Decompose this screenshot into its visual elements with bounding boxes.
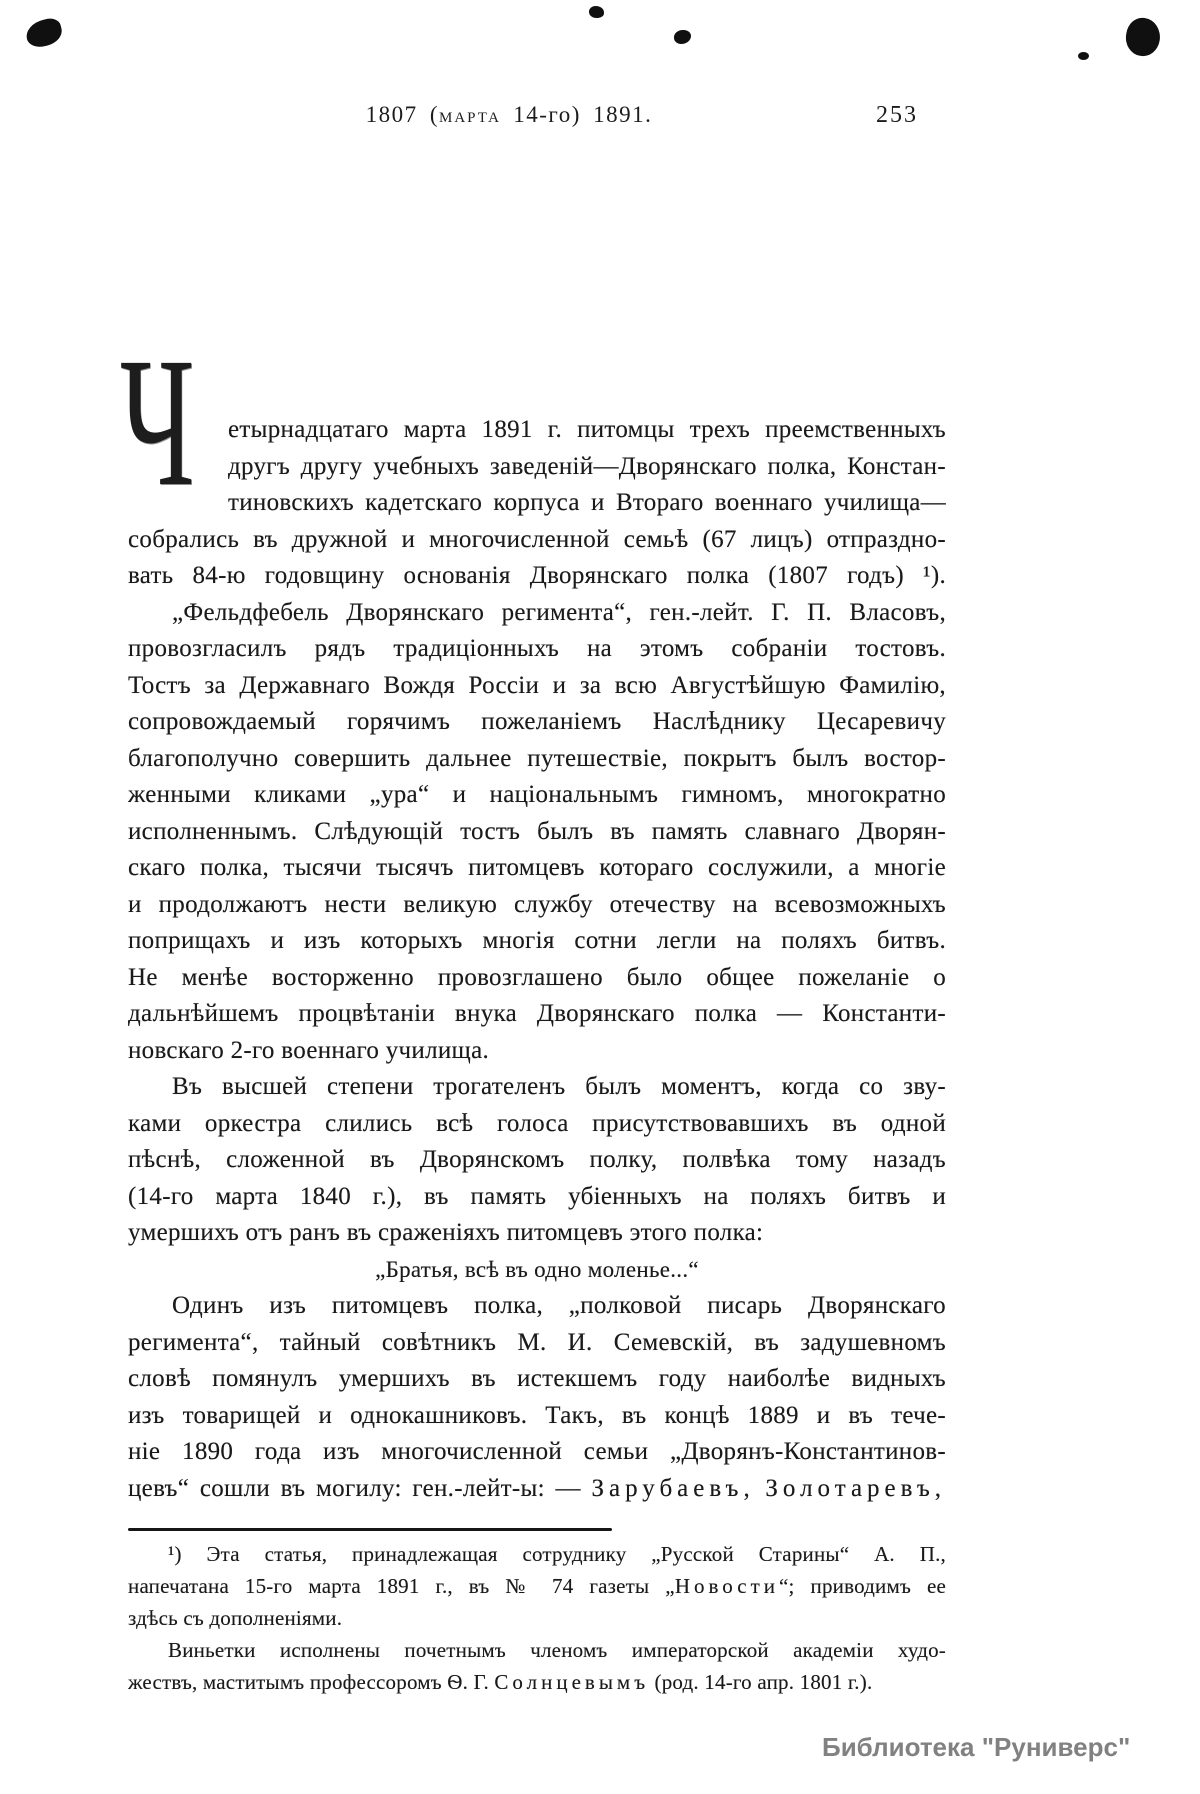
- text-line: [128, 1361, 946, 1398]
- text-segment: Не менѣе восторженно провозглашено было общее пожеланіе о: [128, 963, 946, 991]
- text-line: [128, 412, 946, 449]
- ink-blot: [23, 16, 64, 50]
- letterspaced-name: Зарубаевъ,: [591, 1474, 755, 1502]
- text-line: [128, 1106, 946, 1143]
- text-line: [128, 1634, 946, 1666]
- text-line: [128, 923, 946, 960]
- text-segment: здѣсь съ дополненіями.: [128, 1606, 343, 1630]
- drop-cap-initial: Ч: [120, 320, 195, 525]
- text-line: [128, 1538, 946, 1570]
- text-segment: новскаго 2-го военнаго училища.: [128, 1036, 490, 1064]
- body-text: [128, 412, 946, 1507]
- text-segment: благополучно совершить дальнее путешествіе, покрытъ былъ востор-: [128, 744, 946, 772]
- text-segment: Виньетки исполнены почетнымъ членомъ императорской академіи худо-: [168, 1638, 946, 1662]
- ink-blot: [1123, 16, 1163, 59]
- text-segment: регимента“, тайный совѣтникъ М. И. Семевскій, въ задушевномъ: [128, 1328, 946, 1356]
- text-line: [128, 887, 946, 924]
- text-line: [128, 850, 946, 887]
- text-segment: жествъ, маститымъ профессоромъ Ѳ. Г.: [128, 1670, 495, 1694]
- text-line: [128, 558, 946, 595]
- text-segment: собрались въ дружной и многочисленной семьѣ (67 лицъ) отпраздно-: [128, 525, 946, 553]
- text-segment: пѣснѣ, сложенной въ Дворянскомъ полку, полвѣка тому назадъ: [128, 1146, 946, 1173]
- library-watermark: Библиотека "Руниверс": [822, 1732, 1131, 1762]
- text-segment: вать 84-ю годовщину основанія Дворянскаго полка (1807 годъ) ¹).: [128, 562, 946, 589]
- text-line: [128, 1471, 946, 1508]
- text-segment: ніе 1890 года изъ многочисленной семьи „Дворянъ-Константинов-: [128, 1438, 946, 1465]
- letterspaced-name: Золотаревъ,: [765, 1474, 946, 1502]
- text-segment: тиновскихъ кадетскаго корпуса и Втораго военнаго училища—: [228, 489, 946, 516]
- letterspaced-name: Новости: [674, 1574, 780, 1598]
- ink-blot: [1078, 52, 1089, 60]
- running-head-segment: 14-го) 1891.: [500, 102, 653, 127]
- text-line: [128, 996, 946, 1033]
- letterspaced-name: Солнцевымъ: [494, 1670, 650, 1694]
- text-segment: женными кликами „ура“ и національнымъ гимномъ, многократно: [128, 781, 946, 808]
- text-line: [128, 704, 946, 741]
- running-head: [128, 102, 890, 128]
- text-line: [128, 1398, 946, 1435]
- text-segment: другъ другу учебныхъ заведеній—Дворянскаго полка, Констан-: [228, 452, 946, 480]
- text-segment: Одинъ изъ питомцевъ полка, „полковой писарь Дворянскаго: [172, 1292, 946, 1319]
- text-segment: умершихъ отъ ранъ въ сраженіяхъ питомцевъ этого полка:: [128, 1219, 764, 1246]
- footnote-separator: [128, 1528, 612, 1531]
- running-head-segment: 1807 (: [365, 102, 440, 127]
- text-line: [128, 1602, 946, 1634]
- text-line: [128, 595, 946, 632]
- text-segment: и продолжаютъ нести великую службу отечеству на всевозможныхъ: [128, 890, 946, 918]
- text-line: [128, 741, 946, 778]
- text-segment: цевъ“ сошли въ могилу: ген.-лейт-ы: —: [128, 1474, 592, 1502]
- text-line: [128, 1252, 946, 1289]
- text-line: [128, 814, 946, 851]
- text-line: [128, 485, 946, 522]
- text-segment: (род. 14-го апр. 1801 г.).: [649, 1670, 873, 1694]
- page-number: 253: [876, 102, 918, 128]
- text-line: [128, 1142, 946, 1179]
- text-segment: „Фельдфебель Дворянскаго регимента“, ген.-лейт. Г. П. Власовъ,: [172, 598, 946, 626]
- text-line: [128, 1666, 946, 1698]
- text-segment: провозгласилъ рядъ традиціонныхъ на этомъ собраніи тостовъ.: [128, 635, 946, 662]
- text-line: [128, 777, 946, 814]
- ink-blot: [589, 6, 604, 18]
- text-segment: ками оркестра слились всѣ голоса присутствовавшихъ въ одной: [128, 1109, 946, 1137]
- text-line: [128, 1325, 946, 1362]
- text-segment: (14-го марта 1840 г.), въ память убіенныхъ на поляхъ битвъ и: [128, 1182, 946, 1210]
- text-line: [128, 631, 946, 668]
- text-line: [128, 1069, 946, 1106]
- text-segment: словѣ помянулъ умершихъ въ истекшемъ году наиболѣе видныхъ: [128, 1365, 946, 1392]
- text-segment: Въ высшей степени трогателенъ былъ моментъ, когда со зву-: [172, 1073, 946, 1100]
- text-line: [128, 1179, 946, 1216]
- text-segment: ¹) Эта статья, принадлежащая сотруднику „Русской Старины“ А. П.,: [168, 1542, 946, 1566]
- text-line: [128, 1288, 946, 1325]
- text-line: [128, 960, 946, 997]
- text-line: [128, 1215, 946, 1252]
- text-segment: поприщахъ и изъ которыхъ многія сотни легли на поляхъ битвъ.: [128, 927, 946, 954]
- text-segment: напечатана 15-го марта 1891 г., въ № 74 газеты „: [128, 1574, 675, 1598]
- running-head-segment: марта: [439, 103, 501, 127]
- text-line: [128, 449, 946, 486]
- text-line: [128, 1434, 946, 1471]
- text-segment: етырнадцатаго марта 1891 г. питомцы трехъ преемственныхъ: [228, 416, 946, 443]
- text-segment: „Братья, всѣ въ одно моленье...“: [375, 1256, 699, 1282]
- text-segment: исполненнымъ. Слѣдующій тостъ былъ въ память славнаго Дворян-: [128, 817, 946, 845]
- text-segment: “; приводимъ ее: [779, 1574, 946, 1598]
- text-segment: Тостъ за Державнаго Вождя Россіи и за всю Августѣйшую Фамилію,: [128, 671, 946, 699]
- footnote: [128, 1538, 946, 1698]
- text-line: [128, 668, 946, 705]
- text-segment: [755, 1475, 766, 1502]
- text-line: [128, 1570, 946, 1602]
- text-segment: скаго полка, тысячи тысячъ питомцевъ котораго сослужили, а многіе: [128, 854, 946, 881]
- text-segment: сопровождаемый горячимъ пожеланіемъ Наслѣднику Цесаревичу: [128, 708, 946, 735]
- text-line: [128, 1033, 946, 1070]
- text-segment: дальнѣйшемъ процвѣтаніи внука Дворянскаго полка — Константи-: [128, 1000, 946, 1027]
- text-line: [128, 522, 946, 559]
- text-segment: изъ товарищей и однокашниковъ. Такъ, въ концѣ 1889 и въ тече-: [128, 1401, 946, 1429]
- ink-blot: [674, 30, 691, 44]
